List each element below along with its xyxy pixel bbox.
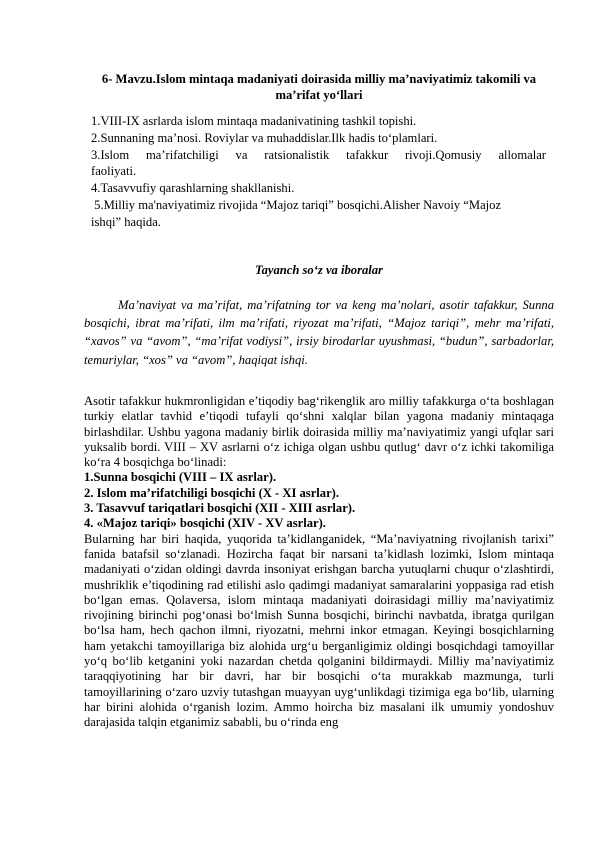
outline-item: 3.Islom ma’rifatchiligi va ratsionalistik tafakkur rivoji.Qomusiy allomalar (91, 147, 546, 162)
stage-heading: 1.Sunna bosqichi (VIII – IX asrlar). (84, 470, 277, 485)
outline-item: 1.VIII-IX asrlarda islom mintaqa madanivatining tashkil topishi. (91, 114, 417, 128)
outline-item: ishqi” haqida. (91, 214, 161, 229)
key-terms-text: Ma’naviyat va ma’rifat, ma’rifatning tor va keng ma’nolari, asotir tafakkur, Sunna bosqichi, ibrat ma’rifati, ilm ma’rifati, riyozat ma’rifati, “Majoz tariqi”, mehr ma’rifati, “xavos” va “avom”, “ma’rifat vodiysi”, irsiy birodarlar uyushmasi, “budun”, sarbadorlar, temuriylar, “xos” va “avom”, haqiqat ishqi. (84, 298, 554, 367)
stage-heading: 2. Islom ma’rifatchiligi bosqichi (X - XI asrlar). (84, 485, 340, 500)
outline-item: 2.Sunnaning ma’nosi. Roviylar va muhaddislar.Ilk hadis to‘plamlari. (91, 130, 438, 145)
outline-item: faoliyati. (91, 164, 137, 179)
outline-item: 4.Tasavvufiy qarashlarning shakllanishi. (91, 181, 295, 196)
stage-heading: 3. Tasavvuf tariqatlari bosqichi (XII - XIII asrlar). (84, 501, 356, 516)
key-terms-heading: Tayanch so‘z va iboralar (255, 263, 383, 277)
body-paragraph: Bularning har biri haqida, yuqorida ta’kidlanganidek, “Ma’naviyatning rivojlanish tarixi” fanida batafsil so‘zlanadi. Hozircha faqat bir narsani ta’kidlash lozimki, Islom mintaqa madaniyati o‘zidan oldingi davrda insoniyat erishgan barcha yutuqlarni chuqur o‘zlashtirdi, mushriklik e’tiqodining rad etilishi aslo qadimgi madaniyat samaralarini yoppasiga rad etish bo‘lgan emas. Qolaversa, islom mintaqa madaniyati doirasidagi milliy ma’naviyatimiz rivojining birinchi pog‘onasi bo‘lmish Sunna bosqichi, birinchi navbatda, ibratga qurilgan bo‘lsa ham, hech qachon ilmni, riyozatni, mehrni inkor etmagan. Keyingi bosqichlarning ham yetakchi tamoyillariga biz alohida urg‘u berganligimiz oldingi bosqichdagi tamoyillar yo‘q bo‘lib ketganini yoki nazardan chetda qolganini bildirmaydi. Milliy ma’naviyatimiz taraqqiyotining har bir davri, har bir bosqichi o‘ta murakkab mazmunga, turli tamoyillarining o‘zaro uzviy tutashgan muayyan uyg‘unlikdagi tizimiga ega bo‘lib, ularning har birini alohida o‘rganish lozim. Ammo hoircha biz masalani ilk umumiy yondoshuv darajasida talqin etganimiz sababli, bu o‘rinda eng (84, 531, 554, 730)
stage-heading: 4. «Majoz tariqi» bosqichi (XIV - XV asrlar). (84, 516, 326, 531)
main-text (84, 394, 554, 731)
topic-outline (91, 113, 546, 231)
page-title: 6- Mavzu.Islom mintaqa madaniyati doirasida milliy ma’naviyatimiz takomili va ma’rifat yo‘llari (101, 72, 537, 102)
intro-paragraph: Asotir tafakkur hukmronligidan e’tiqodiy bag‘rikenglik aro milliy tafakkurga o‘ta boshlagan turkiy elatlar tavhid e’tiqodi tufayli qo‘shni xalqlar bilan yagona madaniy mintaqaga birlashdilar. Ushbu yagona madaniy birlik doirasida milliy ma’naviyatimiz yangi ufqlar sari yuksalib bordi. VIII – XV asrlarni o‘z ichiga olgan ushbu qutlug‘ davr o‘z ichki takomiliga ko‘ra 4 bosqichga bo‘linadi: (84, 394, 554, 470)
outline-item: 5.Milliy ma'naviyatimiz rivojida “Majoz tariqi” bosqichi.Alisher Navoiy “Majoz (91, 197, 502, 212)
